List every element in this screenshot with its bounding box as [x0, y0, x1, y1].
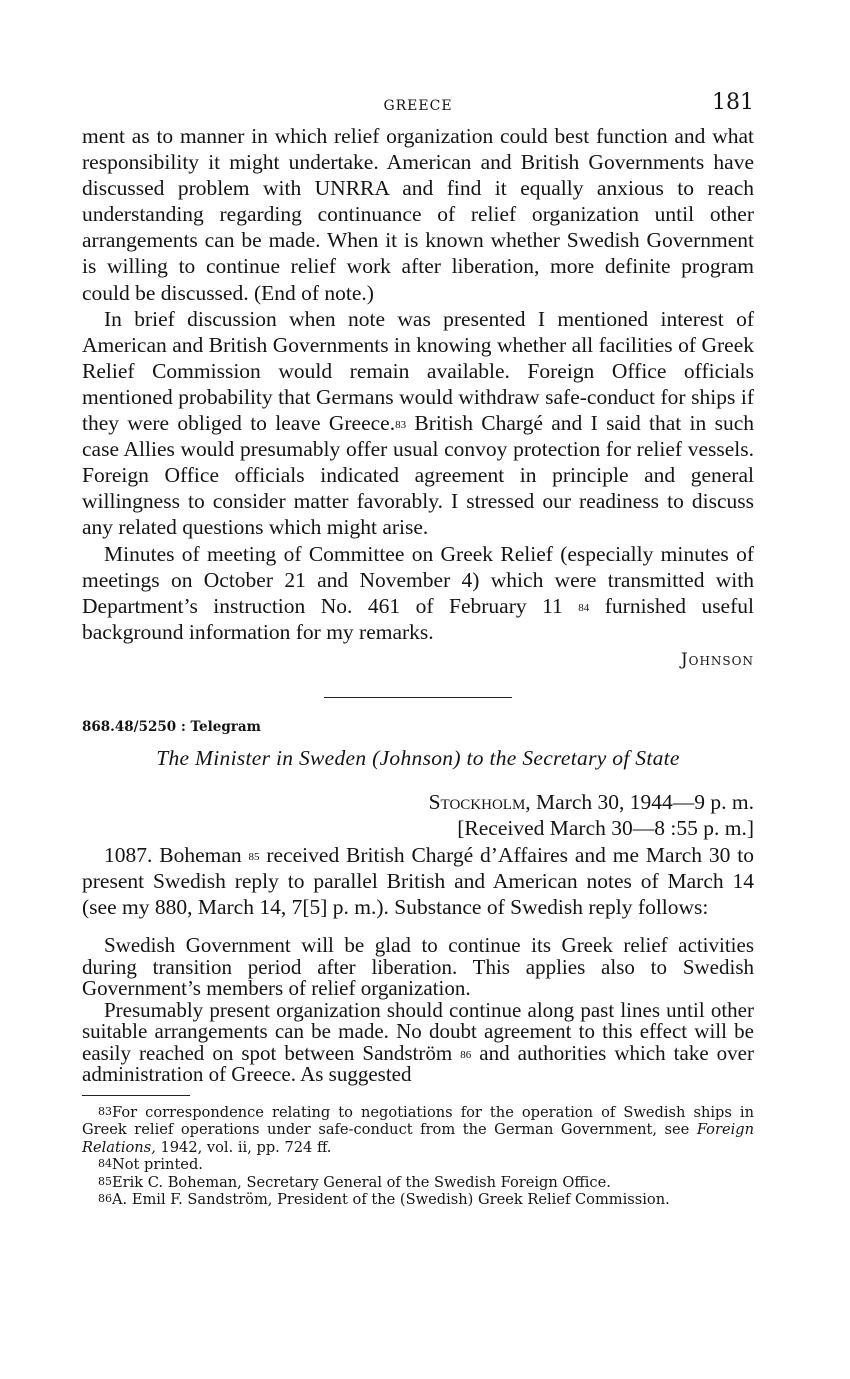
paragraph-text: British Chargé and I said that in such case Allies would presumably offer usual convoy protection for relief vessels. Foreign Office officials indicated agreement in principle and general willingness to consider matter favorably. I stressed our readiness to discuss any related questions which might arise. [82, 411, 754, 540]
paragraph-text: received British Chargé d’Affaires and me March 30 to present Swedish reply to parallel British and American notes of March 14 (see my 880, March 14, 7[5] p. m.). Substance of Swedish reply follows: [82, 842, 754, 920]
footnote-marker: 86 [98, 1192, 112, 1206]
file-number: 868.48/5250 : Telegram [82, 718, 261, 735]
dateline-received: [Received March 30—8 :55 p. m.] [457, 816, 754, 841]
dateline [82, 789, 754, 842]
paragraph-text: Presumably present organization should continue along past lines until other suitable arrangements can be made. No doubt agreement to this effect will be easily reached on spot between Sandström [82, 997, 754, 1065]
dateline-place: Stockholm [428, 789, 526, 814]
footnote-ref: 84 [578, 601, 590, 614]
footnote-text: Not printed. [112, 1156, 203, 1174]
quoted-paragraph: Swedish Government will be glad to continue its Greek relief activities during transition period after liberation. This applies also to Swedish Government’s members of relief organization. [82, 933, 754, 1001]
quoted-paragraph [82, 997, 754, 1087]
footnote-italic-title: Foreign Relations, [82, 1121, 754, 1156]
footnote-marker: 85 [98, 1174, 112, 1188]
paragraph-text: In brief discussion when note was presented I mentioned interest of American and British Governments in knowing whether all facilities of Greek Relief Commission would remain available. Foreign Office officials mentioned probability that Germans would withdraw safe-conduct for ships if they were obliged to leave Greece. [82, 306, 754, 436]
footnote-ref: 83 [395, 419, 407, 432]
dateline-sent [82, 789, 754, 816]
paragraph-text: furnished useful background information for my remarks. [82, 593, 754, 644]
footnote [82, 1156, 754, 1174]
document-title: The Minister in Sweden (Johnson) to the Secretary of State [156, 745, 680, 770]
footnote [82, 1174, 754, 1192]
paragraph-text: Minutes of meeting of Committee on Greek Relief (especially minutes of meetings on October 21 and November 4) which were transmitted with Department’s instruction No. 461 of February 11 [82, 541, 754, 618]
quoted-reply [82, 935, 754, 1086]
running-head-title: GREECE [383, 98, 453, 114]
running-head [82, 88, 754, 120]
paragraph-minutes [82, 541, 754, 645]
footnote-ref: 85 [248, 850, 260, 863]
footnote-ref: 86 [460, 1048, 472, 1061]
paragraph-text: 1087. Boheman [104, 842, 249, 867]
paragraph-text: and authorities which take over administration of Greece. As suggested [82, 1040, 754, 1087]
footnote-text: A. Emil F. Sandström, President of the (Swedish) Greek Relief Commission. [112, 1191, 670, 1209]
footnote [82, 1104, 754, 1157]
footnotes [82, 1104, 754, 1209]
footnote-text: Erik C. Boheman, Secretary General of the Swedish Foreign Office. [112, 1173, 611, 1191]
telegram-paragraph [82, 842, 754, 920]
section-divider [324, 697, 512, 698]
footnote [82, 1191, 754, 1209]
footnote-divider [82, 1095, 190, 1096]
page-number: 181 [712, 90, 754, 115]
footnote-marker: 83 [98, 1104, 112, 1118]
footnote-text: 1942, vol. ii, pp. 724 ff. [155, 1138, 332, 1156]
document-page [82, 88, 754, 1209]
paragraph-brief-discussion [82, 306, 754, 541]
footnote-text: For correspondence relating to negotiations for the operation of Swedish ships in Greek relief operations under safe-conduct from the German Government, see [82, 1103, 754, 1139]
signature: Johnson [680, 649, 754, 670]
footnote-marker: 84 [98, 1157, 112, 1171]
dateline-date: , March 30, 1944—9 p. m. [525, 789, 754, 814]
continued-paragraph: ment as to manner in which relief organization could best function and what responsibility it might undertake. American and British Governments have discussed problem with UNRRA and find it equally anxious to reach understanding regarding continuance of relief organization until other arrangements can be made. When it is known whether Swedish Government is willing to continue relief work after liberation, more definite program could be discussed. (End of note.) [82, 124, 754, 305]
